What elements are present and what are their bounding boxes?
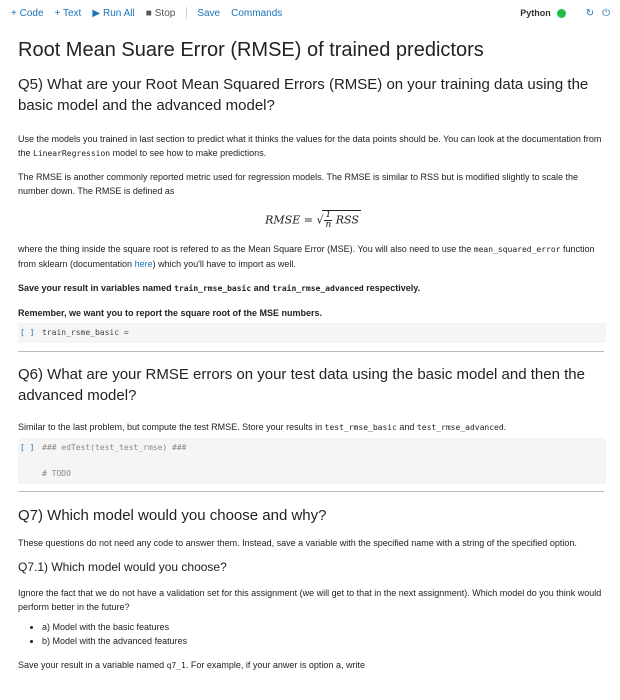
q5-heading: Q5) What are your Root Mean Squared Errors (RMSE) on your training data using the basic model and the advanced model? (18, 76, 589, 114)
cell-prompt: [ ] (20, 443, 35, 452)
inline-code: LinearRegression (33, 149, 111, 158)
cell-divider (18, 351, 604, 352)
power-icon[interactable]: ⏻ (602, 7, 610, 19)
code-cell-q6[interactable] (18, 438, 606, 484)
q6-heading: Q6) What are your RMSE errors on your test data using the basic model and then the advanced model? (18, 366, 585, 404)
kernel-name[interactable]: Python (520, 8, 551, 18)
cell-prompt: [ ] (20, 328, 35, 337)
list-item: • b) Model with the advanced features (42, 634, 608, 648)
q5-paragraph-3: where the thing inside the square root is refered to as the Mean Square Error (MSE). You will also need to use the mean_squared_error function from sklearn (documentation here) which you'll have to import as well. (18, 244, 595, 269)
restart-icon[interactable]: ↻ (585, 7, 595, 19)
stop-button[interactable]: ■ Stop (145, 7, 176, 19)
q7-paragraph: These questions do not need any code to answer them. Instead, save a variable with the specified name with a string of the specified option. (18, 538, 577, 548)
q7-section (18, 505, 608, 673)
cell-divider (18, 491, 604, 492)
inline-code: mean_squared_error (473, 245, 561, 254)
rmse-formula: RMSE = √ $\frac{1}{n}$ RSS (265, 210, 359, 230)
page-title: Root Mean Suare Error (RMSE) of trained predictors (18, 39, 484, 61)
commands-button[interactable]: Commands (231, 7, 283, 19)
cell-code-line-1[interactable]: ### edTest(test_test_rmse) ### (42, 443, 187, 452)
list-item: • a) Model with the basic features (42, 620, 608, 634)
notebook-content (18, 38, 608, 320)
q5-paragraph-2: The RMSE is another commonly reported metric used for regression models. The RMSE is similar to RSS but is modified slightly to scale the number down. The RMSE is defined as (18, 172, 579, 196)
code-cell-q5[interactable] (18, 323, 606, 343)
q5-instruction-bold: Save your result in variables named train_rmse_basic and train_rmse_advanced respectively. (18, 283, 421, 293)
play-icon: ▶ (92, 7, 101, 19)
kernel-status-icon (557, 9, 566, 18)
run-all-button[interactable]: ▶ Run All (92, 7, 135, 19)
q7-1-paragraph: Ignore the fact that we do not have a validation set for this assignment (we will get to that in the next assignment). Which model do you think would perform better in the future? (18, 588, 602, 612)
q5-paragraph-1: Use the models you trained in last section to predict what it thinks the values for the data points should be. You can look at the documentation from the LinearRegression model to see how to make predictions. (18, 134, 602, 158)
save-button[interactable]: Save (197, 7, 221, 19)
stop-icon: ■ (145, 7, 152, 19)
documentation-link[interactable]: here (134, 259, 153, 269)
cell-code[interactable]: train_rsme_basic = (42, 328, 129, 337)
add-code-button[interactable]: + Code (11, 7, 44, 19)
q7-1-heading: Q7.1) Which model would you choose? (18, 560, 227, 574)
q6-paragraph: Similar to the last problem, but compute the test RMSE. Store your results in test_rmse_basic and test_rmse_advanced. (18, 422, 507, 432)
q7-heading: Q7) Which model would you choose and why? (18, 507, 327, 524)
q6-section (18, 364, 608, 435)
q5-reminder-bold: Remember, we want you to report the square root of the MSE numbers. (18, 308, 323, 318)
q7-1-result-paragraph: Save your result in a variable named q7_1. For example, if your anwer is option a, write (18, 660, 365, 670)
toolbar-divider (186, 7, 187, 19)
add-text-button[interactable]: + Text (54, 7, 82, 19)
cell-code-line-2[interactable]: # TODO (42, 469, 71, 478)
options-list (18, 620, 608, 648)
notebook-toolbar (0, 0, 620, 26)
